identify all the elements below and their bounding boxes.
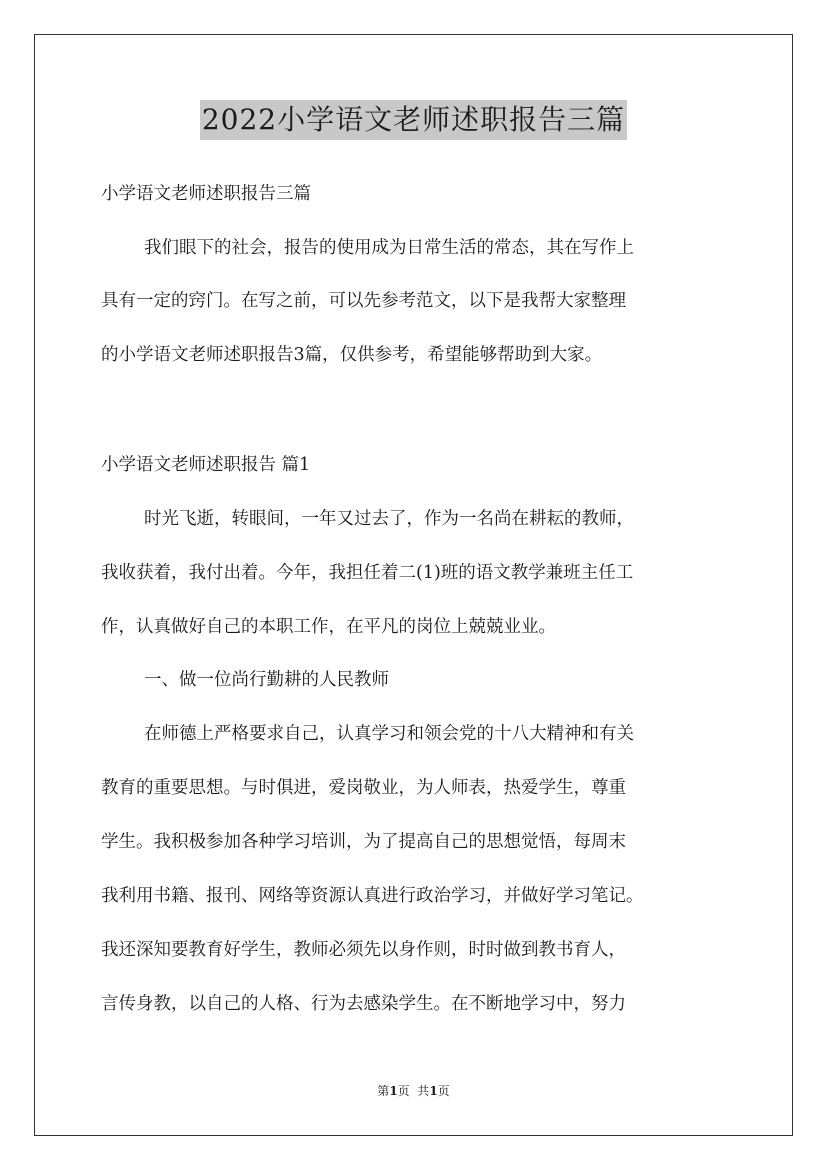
paragraph-line: 在师德上严格要求自己，认真学习和领会党的十八大精神和有关 — [144, 724, 634, 744]
footer-suffix: 页 — [437, 1084, 450, 1098]
current-page-number: 1 — [389, 1084, 398, 1098]
footer-mid: 页 共 — [397, 1084, 430, 1098]
total-page-number: 1 — [429, 1084, 438, 1098]
subsection-heading: 一、做一位尚行勤耕的人民教师 — [144, 670, 389, 690]
subtitle: 小学语文老师述职报告三篇 — [101, 184, 311, 204]
paragraph-line: 我利用书籍、报刊、网络等资源认真进行政治学习，并做好学习笔记。 — [101, 886, 644, 906]
title-container — [0, 100, 827, 140]
paragraph-line: 学生。我积极参加各种学习培训，为了提高自己的思想觉悟，每周末 — [101, 832, 626, 852]
page-footer — [0, 1083, 827, 1099]
paragraph-line: 具有一定的窍门。在写之前，可以先参考范文，以下是我帮大家整理 — [101, 291, 626, 311]
paragraph-line: 时光飞逝，转眼间，一年又过去了，作为一名尚在耕耘的教师， — [144, 509, 634, 529]
paragraph-line: 作，认真做好自己的本职工作，在平凡的岗位上兢兢业业。 — [101, 617, 556, 637]
document-title: 2022小学语文老师述职报告三篇 — [200, 100, 627, 140]
paragraph-line: 的小学语文老师述职报告3篇，仅供参考，希望能够帮助到大家。 — [101, 345, 603, 365]
paragraph-line: 言传身教，以自己的人格、行为去感染学生。在不断地学习中，努力 — [101, 994, 626, 1014]
paragraph-line: 我还深知要教育好学生，教师必须先以身作则，时时做到教书育人， — [101, 940, 626, 960]
paragraph-line: 我们眼下的社会，报告的使用成为日常生活的常态，其在写作上 — [144, 238, 634, 258]
paragraph-line: 教育的重要思想。与时俱进，爱岗敬业，为人师表，热爱学生，尊重 — [101, 778, 626, 798]
footer-prefix: 第 — [377, 1084, 390, 1098]
section-heading: 小学语文老师述职报告 篇1 — [101, 455, 311, 475]
paragraph-line: 我收获着，我付出着。今年，我担任着二(1)班的语文教学兼班主任工 — [101, 563, 634, 583]
